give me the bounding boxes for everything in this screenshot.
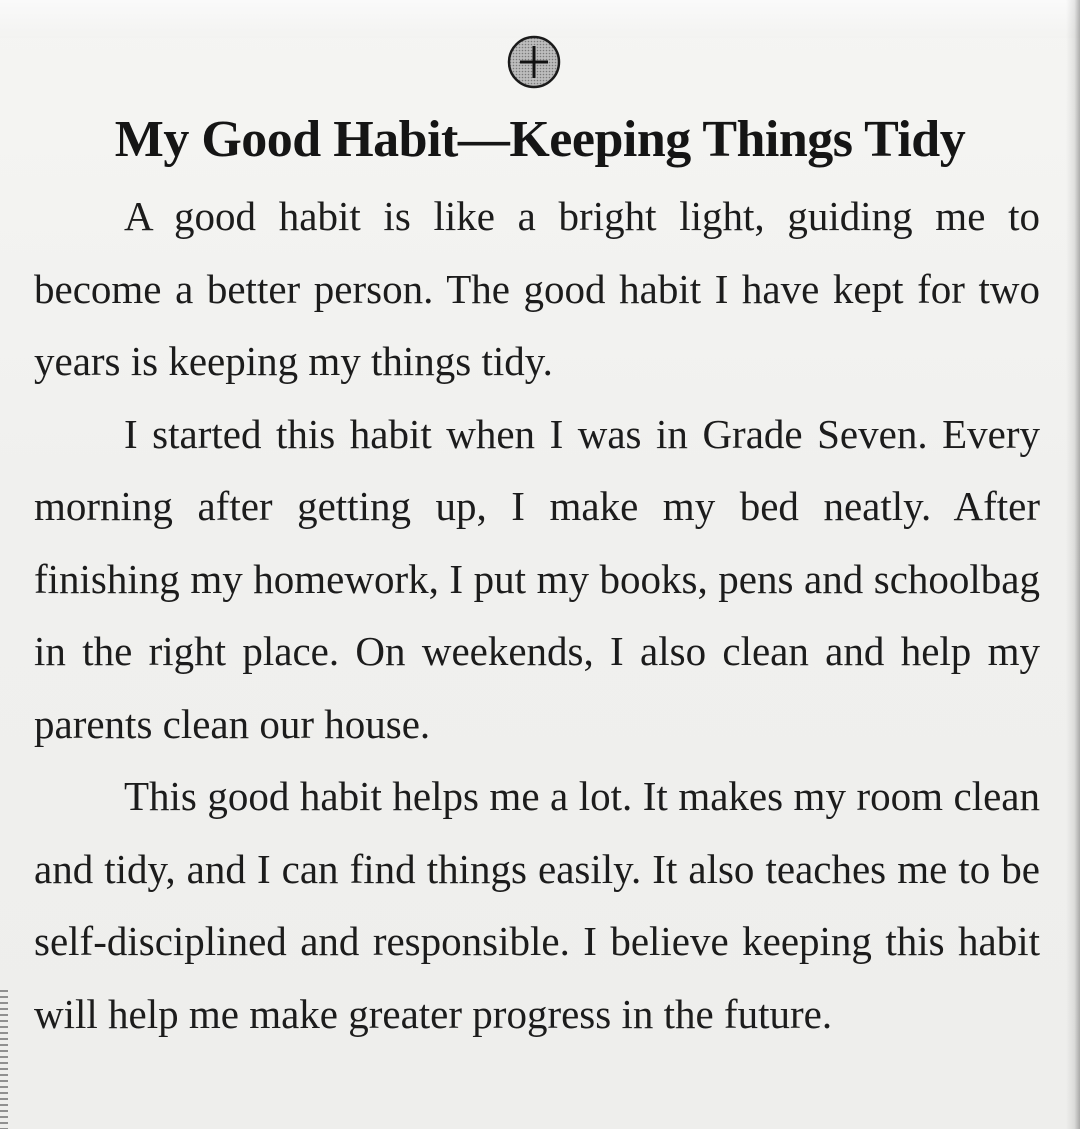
- document-title: My Good Habit—Keeping Things Tidy: [114, 111, 966, 168]
- paragraph-1: A good habit is like a bright light, guiding me to become a better person. The good habit I have kept for two years is keeping my things tidy.: [34, 193, 1040, 384]
- page-top-band: [0, 0, 1080, 38]
- document-body: [34, 180, 1040, 1050]
- plus-circle-icon: [506, 34, 562, 90]
- page-binding-dots: [0, 990, 8, 1129]
- paragraph-3: This good habit helps me a lot. It makes my room clean and tidy, and I can find things easily. It also teaches me to be self-disciplined and responsible. I believe keeping this habit will help me make greater progress in the future.: [34, 773, 1040, 1037]
- paragraph-2: I started this habit when I was in Grade Seven. Every morning after getting up, I make my bed neatly. After finishing my homework, I put my books, pens and schoolbag in the right place. On weekends, I also clean and help my parents clean our house.: [34, 410, 1040, 747]
